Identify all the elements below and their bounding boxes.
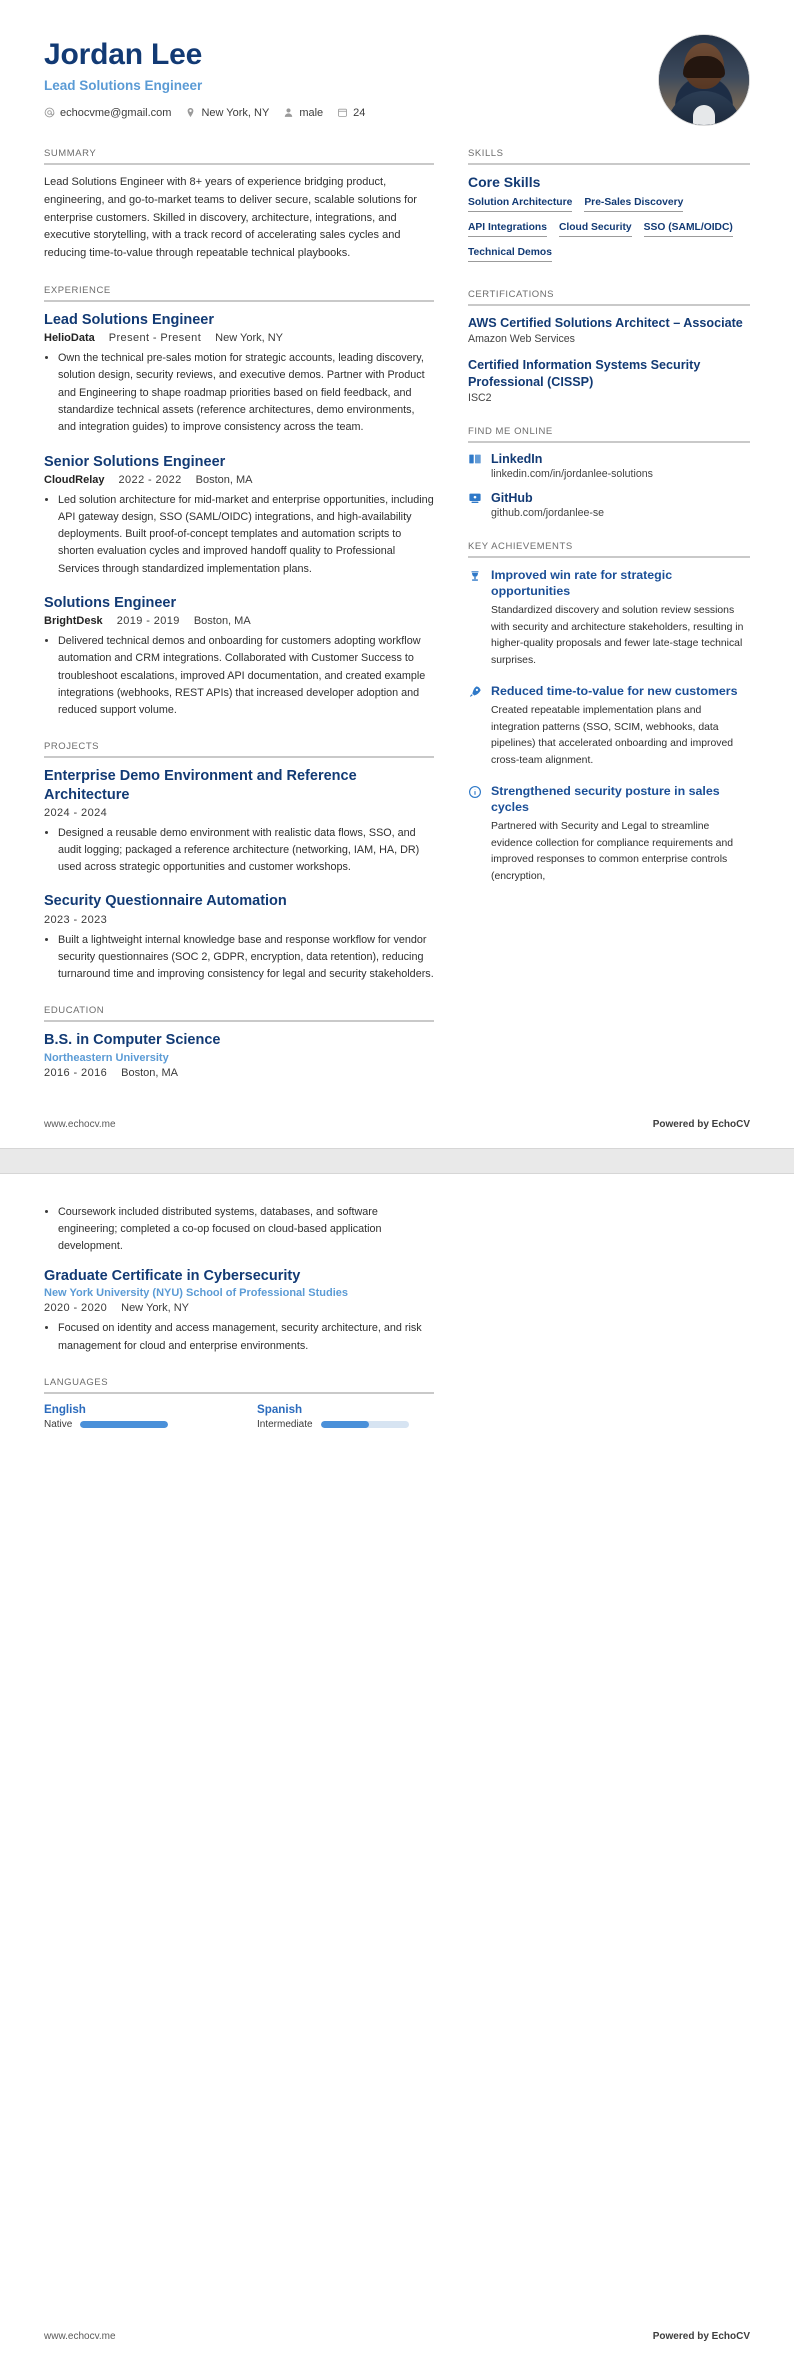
page-footer-2 <box>0 2331 794 2342</box>
entry-meta <box>44 474 434 486</box>
certification-item <box>468 357 750 404</box>
profile-head <box>468 452 750 466</box>
resume-columns-continued <box>0 1174 794 1452</box>
certification-name: Certified Information Systems Security Professional (CISSP) <box>468 358 701 389</box>
page-title: Jordan Lee <box>44 38 203 71</box>
certification-issuer: ISC2 <box>468 392 492 405</box>
entry-dates: 2019 - 2019 <box>116 615 180 628</box>
language-item-english <box>44 1403 221 1430</box>
right-column <box>468 148 750 907</box>
entry-dates: 2022 - 2022 <box>118 473 182 486</box>
section-rule <box>44 1392 434 1394</box>
bullet-item: • Led solution architecture for mid-market and enterprise opportunities, including API gateway design, SSO (SAML/OIDC) integrations, and high-availability deployments. Built proof-of-concept templates and automation scripts to shorten evaluation cycles and improved handoff quality to Professional Services through standardized implementation plans. <box>58 492 434 578</box>
entry-dates: 2024 - 2024 <box>44 806 108 819</box>
trophy-icon <box>468 569 482 583</box>
section-label-key-achievements: KEY ACHIEVEMENTS <box>468 541 573 553</box>
section-rule <box>468 163 750 165</box>
rocket-icon <box>468 685 482 699</box>
job-title: Lead Solutions Engineer <box>44 77 203 93</box>
entry-title: Graduate Certificate in Cybersecurity <box>44 1268 301 1285</box>
achievement-title: Reduced time-to-value for new customers <box>491 684 738 699</box>
language-level: Intermediate <box>257 1418 313 1430</box>
language-list <box>44 1403 434 1430</box>
footer-site[interactable]: www.echocv.me <box>44 1118 116 1130</box>
section-projects <box>44 741 434 983</box>
entry-bullets <box>44 825 434 877</box>
contact-gender-text: male <box>299 106 324 119</box>
left-column-continued <box>44 1204 434 1452</box>
skill-tag: Technical Demos <box>468 247 552 262</box>
achievement-title: Strengthened security posture in sales cycles <box>491 783 720 815</box>
section-summary <box>44 148 434 263</box>
page-break <box>0 1148 794 1174</box>
experience-entry <box>44 594 434 719</box>
entry-place: Boston, MA <box>195 473 253 486</box>
linkedin-icon <box>468 452 482 466</box>
experience-entry <box>44 453 434 578</box>
section-languages <box>44 1377 434 1430</box>
entry-org: BrightDesk <box>44 615 103 628</box>
entry-place: New York, NY <box>215 332 284 345</box>
contact-location-text: New York, NY <box>201 106 270 119</box>
contact-row <box>44 107 365 119</box>
section-rule <box>44 756 434 758</box>
achievement-item <box>468 683 750 769</box>
certification-name: AWS Certified Solutions Architect – Associate <box>468 316 743 330</box>
entry-meta <box>44 1067 434 1079</box>
achievement-item <box>468 567 750 669</box>
entry-place: Boston, MA <box>121 1066 178 1079</box>
summary-text: Lead Solutions Engineer with 8+ years of experience bridging product, engineering, and go-to-market teams to deliver secure, scalable solutions for enterprise customers. Skilled in discovery, architecture, integrations, and executive storytelling, with a track record of accelerating sales cycles and reducing time-to-value through repeatable technical playbooks. <box>44 176 417 260</box>
profile-name: LinkedIn <box>491 452 543 467</box>
footer-site[interactable]: www.echocv.me <box>44 2330 116 2342</box>
entry-bullets <box>44 492 434 578</box>
entry-meta <box>44 615 434 627</box>
language-level: Native <box>44 1418 73 1430</box>
entry-org: HelioData <box>44 332 95 345</box>
contact-age-text: 24 <box>353 106 366 119</box>
language-name: Spanish <box>257 1402 303 1416</box>
entry-org: CloudRelay <box>44 473 105 486</box>
contact-location <box>185 107 269 119</box>
achievement-title: Improved win rate for strategic opportunities <box>491 568 673 599</box>
resume-header <box>0 0 794 126</box>
section-rule <box>468 441 750 443</box>
section-certifications <box>468 289 750 404</box>
identity-block <box>44 34 365 119</box>
entry-title: Solutions Engineer <box>44 594 177 611</box>
skill-tag: API Integrations <box>468 222 547 237</box>
entry-title: Lead Solutions Engineer <box>44 312 214 329</box>
section-rule <box>44 163 434 165</box>
language-meter <box>80 1421 168 1428</box>
contact-gender <box>283 107 323 119</box>
bullet-item: • Built a lightweight internal knowledge base and response workflow for vendor security questionnaires (SOC 2, GDPR, encryption, data retention), reducing turnaround time and improving consistency for legal and security stakeholders. <box>58 932 434 984</box>
achievement-body <box>491 567 750 669</box>
resume-sheet-1 <box>0 0 794 1148</box>
achievement-desc: Created repeatable implementation plans and integration patterns (SSO, SCIM, webhooks, data pipelines) that accelerated onboarding and improved cross-team alignment. <box>491 705 734 766</box>
avatar-hair <box>683 56 725 78</box>
section-label-languages: LANGUAGES <box>44 1376 109 1388</box>
achievement-desc: Standardized discovery and solution review sessions with security and architecture stakeholders, resulting in higher-quality proposals and fewer late-stage technical surprises. <box>491 605 744 666</box>
github-icon <box>468 491 482 505</box>
achievement-item <box>468 783 750 885</box>
certification-issuer: Amazon Web Services <box>468 333 575 346</box>
experience-entry <box>44 311 434 436</box>
language-row <box>257 1419 434 1430</box>
section-key-achievements <box>468 541 750 885</box>
language-row <box>44 1419 221 1430</box>
language-name: English <box>44 1402 86 1416</box>
section-label-education: EDUCATION <box>44 1005 105 1017</box>
shield-icon <box>468 785 482 799</box>
section-label-certifications: CERTIFICATIONS <box>468 289 554 300</box>
resume-columns <box>0 126 794 1101</box>
entry-org: New York University (NYU) School of Professional Studies <box>44 1287 348 1300</box>
certification-item <box>468 315 750 345</box>
skill-tag: Cloud Security <box>559 222 632 237</box>
section-education <box>44 1005 434 1078</box>
section-skills <box>468 148 750 267</box>
profile-linkedin[interactable] <box>468 452 750 480</box>
entry-dates: 2020 - 2020 <box>44 1302 108 1315</box>
bullet-item: • Own the technical pre-sales motion for strategic accounts, leading discovery, solution design, security reviews, and executive demos. Partner with Product and Engineering to shape roadmap priorities based on field feedback, and standardize technical assets (reference architectures, demo environments, and integration guides) to improve consistency across the team. <box>58 350 434 436</box>
section-label-skills: SKILLS <box>468 148 504 159</box>
email-icon <box>44 107 55 118</box>
page-footer-1 <box>0 1119 794 1148</box>
profile-url: github.com/jordanlee-se <box>491 507 605 520</box>
profile-head <box>468 491 750 505</box>
project-entry <box>44 892 434 983</box>
bullet-item: • Focused on identity and access management, security architecture, and risk management for cloud and enterprise environments. <box>58 1320 434 1355</box>
entry-dates: Present - Present <box>108 332 202 345</box>
entry-meta <box>44 807 434 819</box>
project-entry <box>44 767 434 876</box>
avatar <box>658 34 750 126</box>
entry-bullets <box>44 350 434 436</box>
skill-tag: Pre-Sales Discovery <box>584 197 683 212</box>
section-rule <box>44 1020 434 1022</box>
profile-github[interactable] <box>468 491 750 519</box>
language-meter <box>321 1421 409 1428</box>
skill-tag: SSO (SAML/OIDC) <box>644 222 733 237</box>
education-bullets-continued <box>44 1204 434 1256</box>
entry-org: Northeastern University <box>44 1051 169 1064</box>
section-label-summary: SUMMARY <box>44 148 97 159</box>
location-pin-icon <box>185 107 196 118</box>
section-rule <box>44 300 434 302</box>
section-find-me-online <box>468 426 750 519</box>
entry-meta <box>44 1302 434 1314</box>
contact-email[interactable] <box>44 107 171 119</box>
profile-url: linkedin.com/in/jordanlee-solutions <box>491 468 653 481</box>
skills-group-title: Core Skills <box>468 174 541 190</box>
entry-bullets <box>44 633 434 719</box>
education-entry <box>44 1267 434 1355</box>
person-icon <box>283 107 294 118</box>
entry-bullets <box>44 932 434 984</box>
language-item-spanish <box>257 1403 434 1430</box>
skill-tag-list <box>468 197 750 267</box>
bullet-item: • Coursework included distributed systems, databases, and software engineering; completed a co-op focused on cloud-based application development. <box>58 1204 434 1256</box>
footer-brand: Powered by EchoCV <box>652 2330 750 2342</box>
contact-email-text: echocvme@gmail.com <box>60 106 172 119</box>
profile-name: GitHub <box>491 491 533 506</box>
entry-title: B.S. in Computer Science <box>44 1032 221 1049</box>
contact-age <box>337 107 365 119</box>
achievement-body <box>491 683 750 769</box>
education-entry <box>44 1031 434 1078</box>
section-rule <box>468 556 750 558</box>
entry-bullets <box>44 1320 434 1355</box>
entry-title: Security Questionnaire Automation <box>44 893 287 910</box>
entry-dates: 2016 - 2016 <box>44 1066 108 1079</box>
section-experience <box>44 285 434 719</box>
section-label-projects: PROJECTS <box>44 741 100 753</box>
skill-tag: Solution Architecture <box>468 197 572 212</box>
bullet-item: • Delivered technical demos and onboarding for customers adopting workflow automation and CRM integrations. Collaborated with Customer Success to troubleshoot escalations, improved API documentation, and created example integrations (webhooks, REST APIs) that increased developer adoption and reduced support volume. <box>58 633 434 719</box>
entry-meta <box>44 914 434 926</box>
left-column <box>44 148 434 1101</box>
calendar-icon <box>337 107 348 118</box>
achievement-body <box>491 783 750 885</box>
achievement-desc: Partnered with Security and Legal to streamline evidence collection for compliance requirements and improved responses to common enterprise controls (encryption, <box>491 821 734 882</box>
entry-place: Boston, MA <box>193 615 251 628</box>
entry-place: New York, NY <box>121 1302 189 1315</box>
entry-title: Senior Solutions Engineer <box>44 453 226 470</box>
section-label-experience: EXPERIENCE <box>44 285 111 297</box>
avatar-shirt <box>693 105 715 126</box>
section-label-find-me-online: FIND ME ONLINE <box>468 426 553 438</box>
entry-title: Enterprise Demo Environment and Reference Architecture <box>44 768 357 803</box>
entry-meta <box>44 332 434 344</box>
section-rule <box>468 304 750 306</box>
footer-brand: Powered by EchoCV <box>652 1118 750 1130</box>
entry-dates: 2023 - 2023 <box>44 913 108 926</box>
bullet-item: • Designed a reusable demo environment with realistic data flows, SSO, and audit logging; packaged a reference architecture (networking, IAM, HA, DR) used across strategic opportunities and customer workshops. <box>58 825 434 877</box>
resume-sheet-2 <box>0 1174 794 2364</box>
